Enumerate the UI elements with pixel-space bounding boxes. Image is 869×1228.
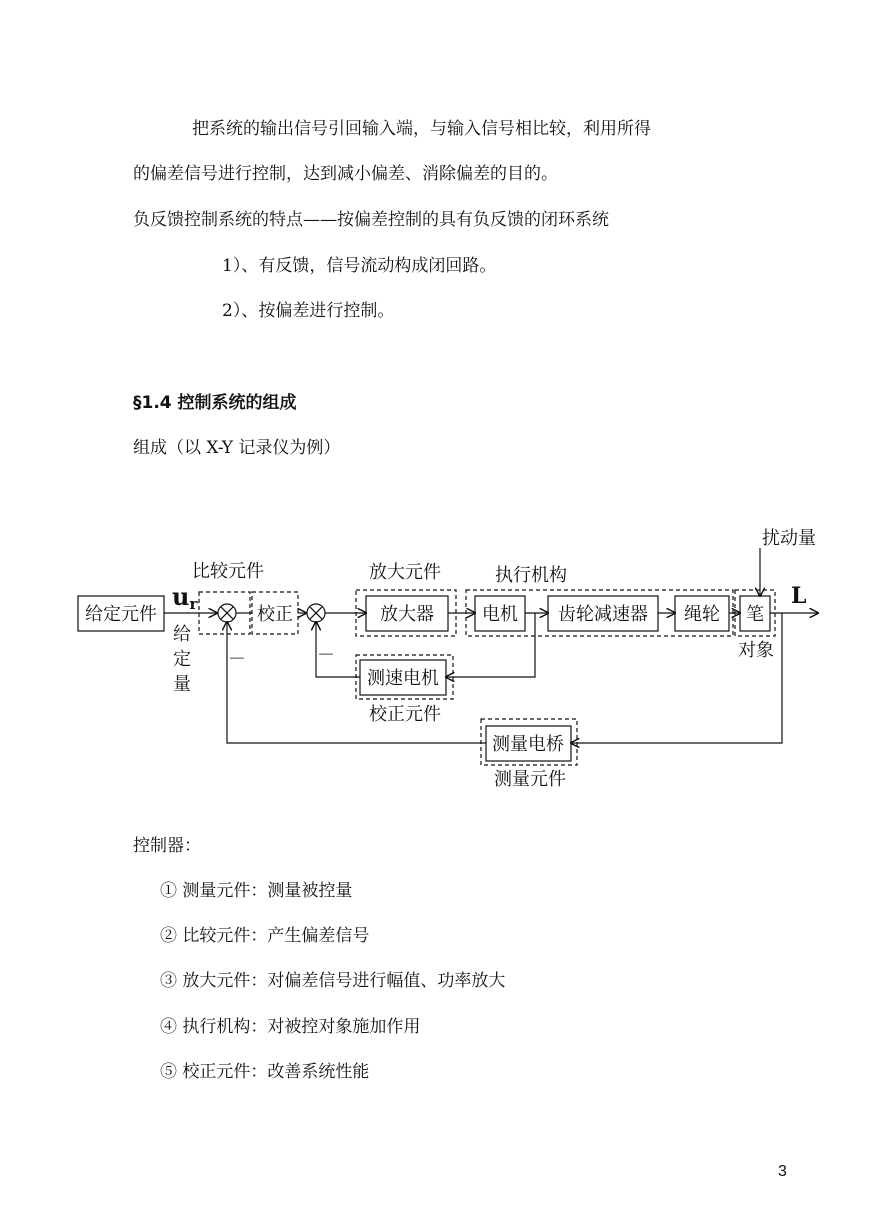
object-label: 对象 [738,640,774,661]
given-char-3: 量 [173,674,191,695]
compare-element-label: 比较元件 [192,561,264,582]
page-number: 3 [778,1163,787,1180]
actuator-label: 执行机构 [495,565,567,586]
controller-title: 控制器： [133,836,201,856]
amplifier-label: 放大器 [380,604,434,625]
paragraph-line: 的偏差信号进行控制，达到减小偏差、消除偏差的目的。 [133,164,558,184]
given-char-1: 给 [173,624,191,645]
tacho-label: 测速电机 [367,668,439,689]
paragraph-line: 把系统的输出信号引回输入端，与输入信号相比较，利用所得 [192,119,651,139]
intro-line: 组成（以 X-Y 记录仪为例） [133,438,341,458]
measure-element-label: 测量元件 [494,769,566,790]
given-char-2: 定 [173,649,191,670]
summing-junction-1 [218,604,236,622]
output-to-bridge-line [571,613,782,743]
list-item: ② 比较元件：产生偏差信号 [160,926,370,946]
summing-junction-2 [307,604,325,622]
bridge-label: 测量电桥 [492,734,564,755]
rope-wheel-label: 绳轮 [684,604,720,625]
list-item: ③ 放大元件：对偏差信号进行幅值、功率放大 [160,971,506,991]
feature-item: 2）、按偏差进行控制。 [222,301,395,321]
pen-label: 笔 [746,604,764,625]
corrector-label: 校正 [257,604,293,625]
output-symbol: L [791,583,807,609]
section-title: §1.4 控制系统的组成 [133,393,297,413]
list-item: ④ 执行机构：对被控对象施加作用 [160,1017,421,1037]
list-item: ⑤ 校正元件：改善系统性能 [160,1062,370,1082]
gear-reducer-label: 齿轮减速器 [558,604,648,625]
feature-item: 1）、有反馈，信号流动构成闭回路。 [222,256,497,276]
disturbance-label: 扰动量 [762,528,816,549]
amplify-element-label: 放大元件 [369,562,441,583]
setpoint-label: 给定元件 [85,604,157,625]
motor-label: 电机 [482,604,518,625]
correct-element-label: 校正元件 [369,704,441,725]
minus-sign-2: － [317,645,335,666]
input-symbol: ur [172,582,198,613]
list-item: ① 测量元件：测量被控量 [160,881,353,901]
paragraph-line: 负反馈控制系统的特点——按偏差控制的具有负反馈的闭环系统 [133,210,609,230]
minus-sign-1: － [228,649,246,670]
